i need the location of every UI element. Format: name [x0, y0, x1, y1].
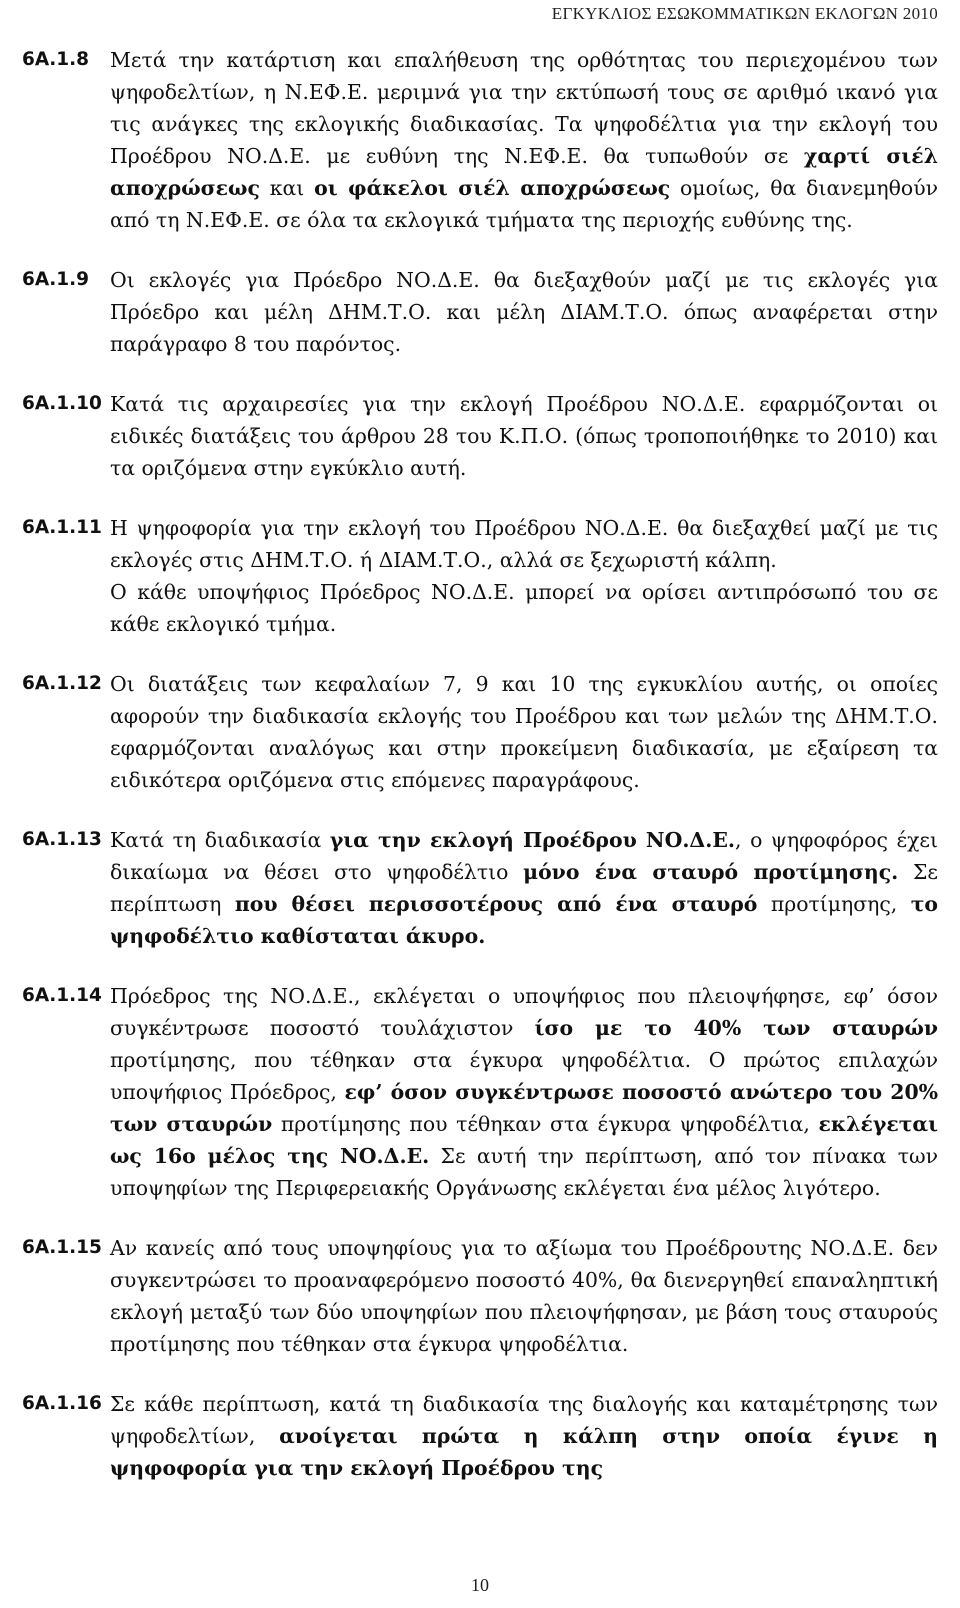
paragraph: [22, 264, 938, 360]
paragraph: [22, 388, 938, 484]
paragraph-text: Κατά τη διαδικασία για την εκλογή Προέδρου ΝΟ.Δ.Ε., ο ψηφοφόρος έχει δικαίωμα να θέσει στο ψηφοδέλτιο μόνο ένα σταυρό προτίμησης. Σε περίπτωση που θέσει περισσοτέρους από ένα σταυρό προτίμησης, το ψηφοδέλτιο καθίσταται άκυρο.: [110, 828, 939, 948]
paragraph: [22, 1232, 938, 1360]
page-header: ΕΓΚΥΚΛΙΟΣ ΕΣΩΚΟΜΜΑΤΙΚΩΝ ΕΚΛΟΓΩΝ 2010: [551, 4, 938, 23]
paragraph-number: 6Α.1.9: [22, 269, 89, 290]
paragraph: [22, 980, 938, 1204]
paragraph-text: Η ψηφοφορία για την εκλογή του Προέδρου ΝΟ.Δ.Ε. θα διεξαχθεί μαζί με τις εκλογές στις ΔΗΜ.Τ.Ο. ή ΔΙΑΜ.Τ.Ο., αλλά σε ξεχωριστή κάλπη. Ο κάθε υποψήφιος Πρόεδρος ΝΟ.Δ.Ε. μπορεί να ορίσει αντιπρόσωπό του σε κάθε εκλογικό τμήμα.: [110, 516, 938, 636]
paragraph-text: Σε κάθε περίπτωση, κατά τη διαδικασία της διαλογής και καταμέτρησης των ψηφοδελτίων, ανοίγεται πρώτα η κάλπη στην οποία έγινε η ψηφοφορία για την εκλογή Προέδρου της: [110, 1392, 938, 1480]
paragraph-number: 6Α.1.13: [22, 829, 102, 850]
paragraph-text: Οι εκλογές για Πρόεδρο ΝΟ.Δ.Ε. θα διεξαχθούν μαζί με τις εκλογές για Πρόεδρο και μέλη ΔΗΜ.Τ.Ο. και μέλη ΔΙΑΜ.Τ.Ο. όπως αναφέρεται στην παράγραφο 8 του παρόντος.: [110, 268, 938, 356]
paragraph: [22, 824, 938, 952]
paragraph-number: 6Α.1.15: [22, 1237, 102, 1258]
paragraph-number: 6Α.1.11: [22, 517, 102, 538]
paragraph-text: Οι διατάξεις των κεφαλαίων 7, 9 και 10 της εγκυκλίου αυτής, οι οποίες αφορούν την διαδικασία εκλογής του Προέδρου και των μελών της ΔΗΜ.Τ.Ο. εφαρμόζονται αναλόγως και στην προκείμενη διαδικασία, με εξαίρεση τα ειδικότερα οριζόμενα στις επόμενες παραγράφους.: [110, 672, 938, 792]
paragraph-number: 6Α.1.8: [22, 49, 89, 70]
paragraph-number: 6Α.1.16: [22, 1393, 102, 1414]
paragraph-text: Πρόεδρος της ΝΟ.Δ.Ε., εκλέγεται ο υποψήφιος που πλειοψήφησε, εφ’ όσον συγκέντρωσε ποσοστό τουλάχιστον ίσο με το 40% των σταυρών προτίμησης, που τέθηκαν στα έγκυρα ψηφοδέλτια. Ο πρώτος επιλαχών υποψήφιος Πρόεδρος, εφ’ όσον συγκέντρωσε ποσοστό ανώτερο του 20% των σταυρών προτίμησης που τέθηκαν στα έγκυρα ψηφοδέλτια, εκλέγεται ως 16ο μέλος της ΝΟ.Δ.Ε. Σε αυτή την περίπτωση, από τον πίνακα των υποψηφίων της Περιφερειακής Οργάνωσης εκλέγεται ένα μέλος λιγότερο.: [110, 984, 939, 1200]
paragraph-text: Κατά τις αρχαιρεσίες για την εκλογή Προέδρου ΝΟ.Δ.Ε. εφαρμόζονται οι ειδικές διατάξεις του άρθρου 28 του Κ.Π.Ο. (όπως τροποποιήθηκε το 2010) και τα οριζόμενα στην εγκύκλιο αυτή.: [110, 392, 938, 480]
document-body: [22, 44, 938, 1484]
paragraph: [22, 44, 938, 236]
paragraph: [22, 1388, 938, 1484]
paragraph: [22, 512, 938, 640]
page-number: 10: [471, 1575, 489, 1595]
paragraph-number: 6Α.1.10: [22, 393, 102, 414]
paragraph-text: Μετά την κατάρτιση και επαλήθευση της ορθότητας του περιεχομένου των ψηφοδελτίων, η Ν.ΕΦ.Ε. μεριμνά για την εκτύπωσή τους σε αριθμό ικανό για τις ανάγκες της εκλογικής διαδικασίας. Τα ψηφοδέλτια για την εκλογή του Προέδρου ΝΟ.Δ.Ε. με ευθύνη της Ν.ΕΦ.Ε. θα τυπωθούν σε χαρτί σιέλ αποχρώσεως και οι φάκελοι σιέλ αποχρώσεως ομοίως, θα διανεμηθούν από τη Ν.ΕΦ.Ε. σε όλα τα εκλογικά τμήματα της περιοχής ευθύνης της.: [110, 48, 938, 232]
paragraph-text: Αν κανείς από τους υποψηφίους για το αξίωμα του Προέδρουτης ΝΟ.Δ.Ε. δεν συγκεντρώσει το προαναφερόμενο ποσοστό 40%, θα διενεργηθεί επαναληπτική εκλογή μεταξύ των δύο υποψηφίων που πλειοψήφησαν, με βάση τους σταυρούς προτίμησης που τέθηκαν στα έγκυρα ψηφοδέλτια.: [110, 1236, 938, 1356]
paragraph: [22, 668, 938, 796]
paragraph-number: 6Α.1.14: [22, 985, 102, 1006]
paragraph-number: 6Α.1.12: [22, 673, 102, 694]
